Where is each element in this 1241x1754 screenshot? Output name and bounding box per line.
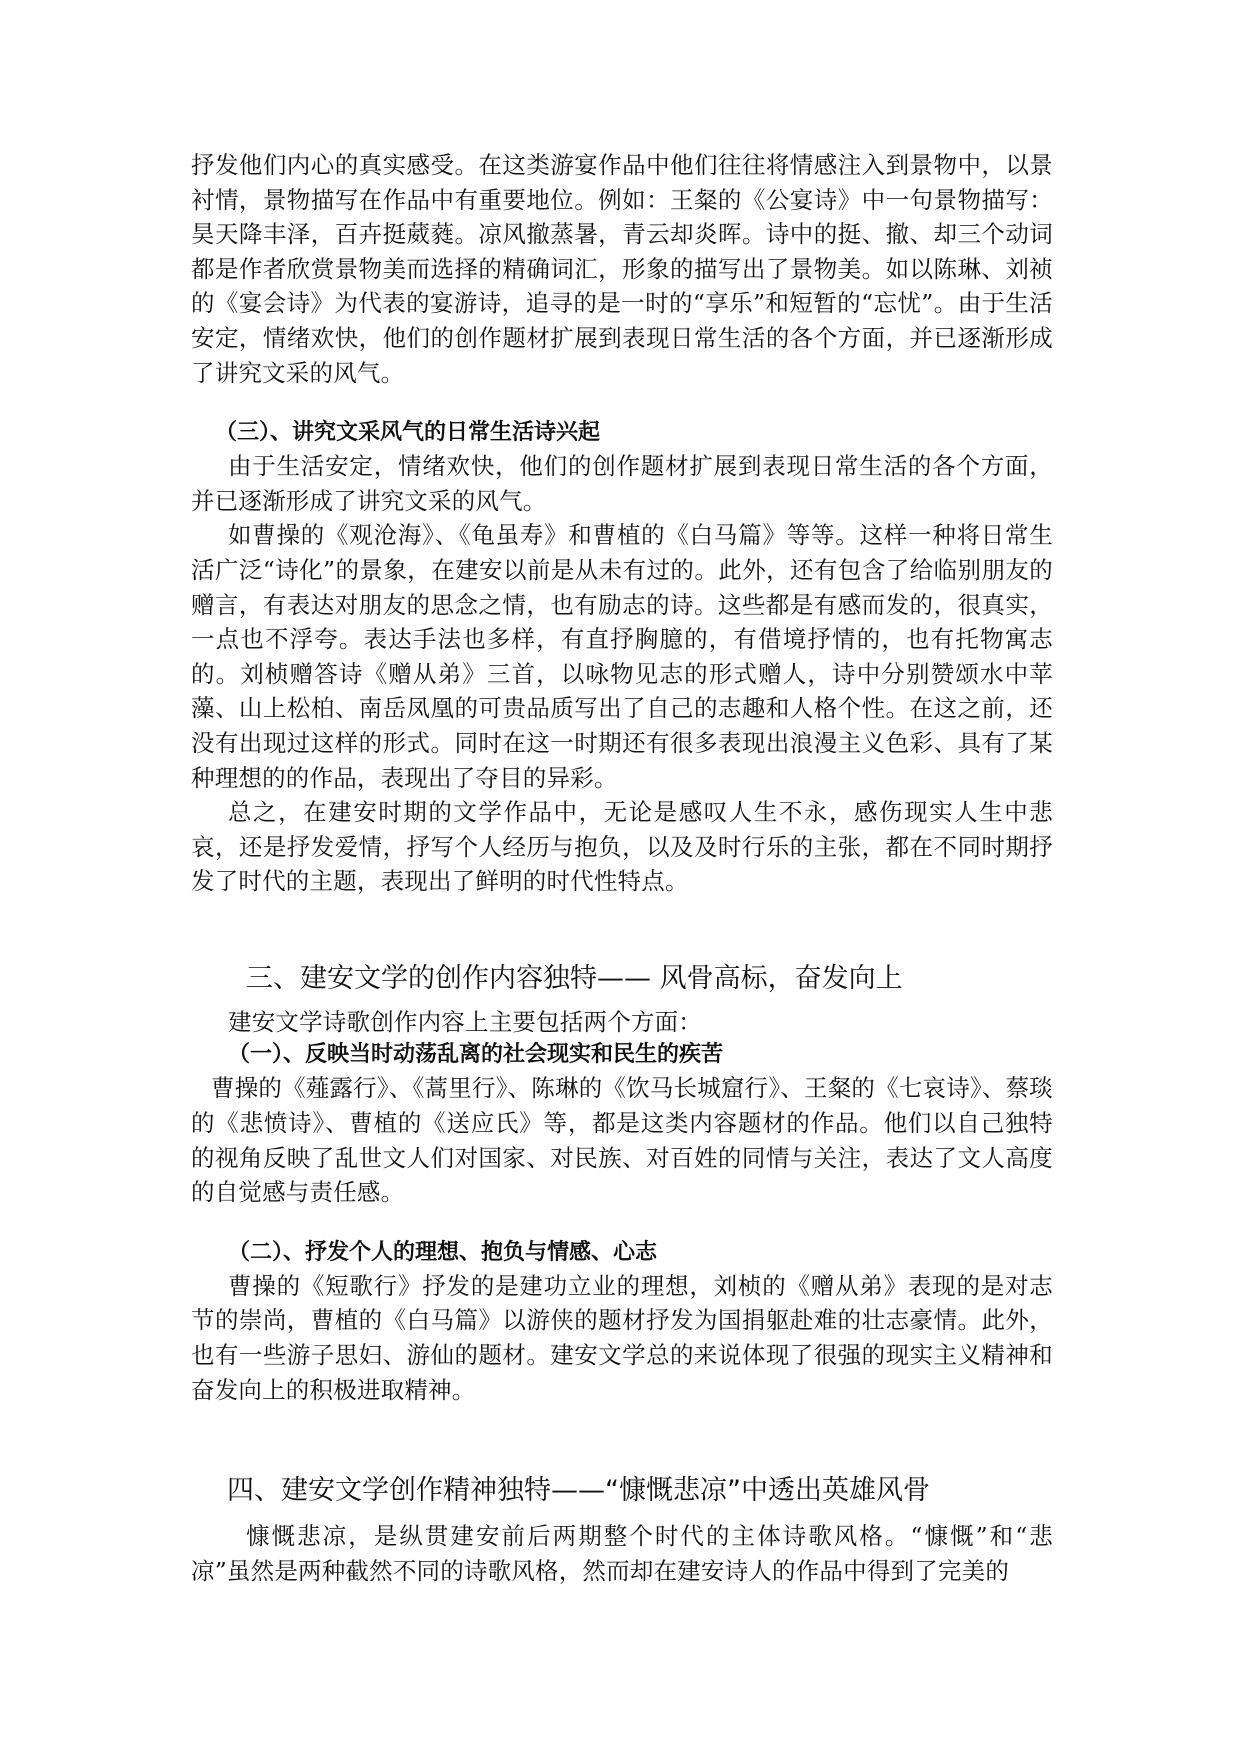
- paragraph-poetic-examples: 如曹操的《观沧海》、《龟虽寿》和曹植的《白马篇》等等。这样一种将日常生活广泛“诗化”的景象，在建安以前是从未有过的。此外，还有包含了给临别朋友的赠言，有表达对朋友的思念之情，也有励志的诗。这些都是有感而发的，很真实，一点也不浮夸。表达手法也多样，有直抒胸臆的，有借境抒情的，也有托物寓志的。刘桢赠答诗《赠从弟》三首，以咏物见志的形式赠人，诗中分别赞颂水中苹藻、山上松柏、南岳凤凰的可贵品质写出了自己的志趣和人格个性。在这之前，还没有出现过这样的形式。同时在这一时期还有很多表现出浪漫主义色彩、具有了某种理想的的作品，表现出了夺目的异彩。: [191, 521, 1053, 792]
- subheading-daily-life-poetry: （三）、讲究文采风气的日常生活诗兴起: [215, 420, 601, 446]
- paragraph-personal-ideals-works: 曹操的《短歌行》抒发的是建功立业的理想，刘桢的《赠从弟》表现的是对志节的崇尚，曹植的《白马篇》以游侠的题材抒发为国捐躯赴难的壮志豪情。此外，也有一些游子思妇、游仙的题材。建安文学总的来说体现了很强的现实主义精神和奋发向上的积极进取精神。: [191, 1271, 1053, 1404]
- subheading-social-reality: （一）、反映当时动荡乱离的社会现实和民生的疾苦: [228, 1042, 724, 1068]
- document-page: [191, 148, 1053, 1588]
- paragraph-generous-sorrow: 慷慨悲凉，是纵贯建安前后两期整个时代的主体诗歌风格。“慷慨”和“悲凉”虽然是两种截然不同的诗歌风格，然而却在建安诗人的作品中得到了完美的: [191, 1522, 1053, 1585]
- paragraph-summary: 总之，在建安时期的文学作品中，无论是感叹人生不永，感伤现实人生中悲哀，还是抒发爱情，抒写个人经历与抱负，以及及时行乐的主张，都在不同时期抒发了时代的主题，表现出了鲜明的时代性特点。: [191, 798, 1053, 896]
- paragraph-banquet-poems: 抒发他们内心的真实感受。在这类游宴作品中他们往往将情感注入到景物中，以景衬情，景物描写在作品中有重要地位。例如：王粲的《公宴诗》中一句景物描写：昊天降丰泽，百卉挺葳蕤。凉风撤蒸暑，青云却炎晖。诗中的挺、撤、却三个动词都是作者欣赏景物美而选择的精确词汇，形象的描写出了景物美。如以陈琳、刘祯的《宴会诗》为代表的宴游诗，追寻的是一时的“享乐”和短暂的“忘忧”。由于生活安定，情绪欢快，他们的创作题材扩展到表现日常生活的各个方面，并已逐渐形成了讲究文采的风气。: [191, 151, 1053, 387]
- paragraph-stable-life: 由于生活安定，情绪欢快，他们的创作题材扩展到表现日常生活的各个方面，并已逐渐形成了讲究文采的风气。: [191, 452, 1053, 515]
- paragraph-social-reality-works: 曹操的《薤露行》、《蒿里行》、陈琳的《饮马长城窟行》、王粲的《七哀诗》、蔡琰的《悲愤诗》、曹植的《送应氏》等，都是这类内容题材的作品。他们以自己独特的视角反映了乱世文人们对国家、对民族、对百姓的同情与关注，表达了文人高度的自觉感与责任感。: [191, 1074, 1053, 1207]
- paragraph-two-aspects: 建安文学诗歌创作内容上主要包括两个方面：: [228, 1007, 702, 1036]
- subheading-personal-ideals: （二）、抒发个人的理想、抱负与情感、心志: [228, 1239, 658, 1265]
- section-heading-three: 三、建安文学的创作内容独特—— 风骨高标，奋发向上: [246, 962, 903, 994]
- section-heading-four: 四、建安文学创作精神独特——“慷慨悲凉”中透出英雄风骨: [227, 1475, 930, 1507]
